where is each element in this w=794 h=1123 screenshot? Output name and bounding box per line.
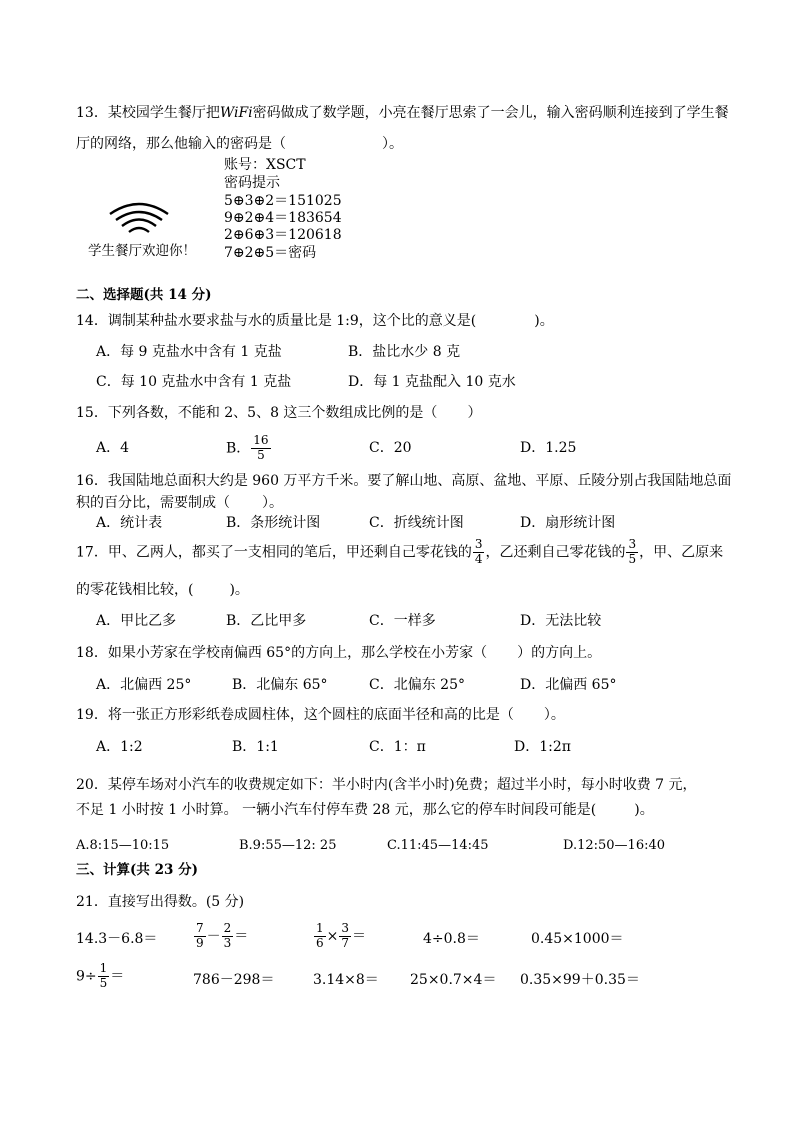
fraction-numerator: 3 [628, 537, 637, 551]
q20-line2-text: 不足 1 小时按 1 小时算。 一辆小汽车付停车费 28 元，那么它的停车时间段可能是( [76, 802, 597, 818]
fraction-denominator: 9 [196, 935, 204, 950]
wifi-term: WiFi [219, 105, 253, 121]
q14-stem [76, 314, 554, 328]
q14-stem-text: 14．调制某种盐水要求盐与水的质量比是 1:9，这个比的意义是( [76, 313, 477, 329]
q19-stem [76, 708, 565, 722]
fraction-numerator: 7 [196, 921, 204, 935]
q18-stem-end: ）的方向上。 [517, 645, 602, 661]
q18-stem [76, 646, 601, 660]
q14-option-c[interactable]: C．每 10 克盐水中含有 1 克盐 [96, 374, 292, 390]
q17-line2-text: 的零花钱相比较，( [76, 582, 194, 598]
q20-line2 [76, 803, 654, 817]
q20-option-d[interactable]: D.12:50—16:40 [563, 838, 666, 853]
fraction [251, 434, 270, 463]
hint-line-1: 5⊕3⊕2＝151025 [224, 193, 342, 209]
fraction-numerator: 3 [341, 921, 350, 935]
calc-r2c3: 3.14×8＝ [313, 972, 379, 988]
equals: ＝ [234, 928, 249, 945]
calc-r1c3 [313, 922, 366, 951]
q17-text-a: 17．甲、乙两人，都买了一支相同的笔后，甲还剩自己零花钱的 [76, 544, 472, 561]
q20-line2-end: )。 [634, 802, 654, 818]
q13-text-a: 13．某校园学生餐厅把 [76, 105, 220, 121]
q14-option-b[interactable]: B．盐比水少 8 克 [348, 344, 461, 360]
calc-r2c5: 0.35×99＋0.35＝ [520, 972, 640, 988]
q17-line2 [76, 583, 249, 597]
fraction-denominator: 5 [99, 975, 108, 990]
q17-option-a[interactable]: A．甲比乙多 [96, 613, 177, 629]
q15-option-a[interactable]: A．4 [96, 440, 130, 456]
q16-option-c[interactable]: C．折线统计图 [369, 515, 464, 531]
account-label: 账号：XSCT [224, 157, 306, 173]
q18-option-d[interactable]: D．北偏西 65° [520, 677, 617, 693]
q13-line2-end: ）。 [382, 136, 403, 152]
q19-stem-text: 19．将一张正方形彩纸卷成圆柱体，这个圆柱的底面半径和高的比是（ [76, 707, 514, 723]
q14-stem-end: )。 [534, 313, 554, 329]
section-title-choice: 二、选择题(共 14 分) [76, 287, 212, 303]
fraction-denominator: 7 [341, 935, 350, 950]
q15-stem [76, 406, 481, 420]
q16-line1: 16．我国陆地总面积大约是 960 万平方千米。要了解山地、高原、盆地、平原、丘陵分别占我国陆地总面 [76, 473, 732, 489]
q17-text-c: ，甲、乙原来 [639, 544, 724, 561]
hint-line-3: 2⊕6⊕3＝120618 [224, 227, 342, 243]
q17-option-d[interactable]: D．无法比较 [520, 613, 602, 629]
q17-text-b: ，乙还剩自己零花钱的 [485, 544, 626, 561]
fraction [626, 538, 638, 567]
operator: － [206, 928, 221, 945]
q18-stem-text: 18．如果小芳家在学校南偏西 65°的方向上，那么学校在小芳家（ [76, 645, 488, 661]
fraction-denominator: 5 [257, 447, 265, 462]
calc-r1c2 [193, 922, 248, 951]
operator: × [326, 928, 339, 945]
calc-r2c1-text: 9÷ [76, 968, 97, 985]
section-title-calc: 三、计算(共 23 分) [76, 862, 198, 878]
fraction [314, 922, 326, 951]
q15-option-d[interactable]: D．1.25 [520, 440, 577, 456]
fraction-denominator: 6 [316, 935, 324, 950]
calc-r2c4: 25×0.7×4＝ [410, 972, 497, 988]
q15-option-b-label: B． [226, 440, 251, 457]
q14-option-a[interactable]: A．每 9 克盐水中含有 1 克盐 [96, 344, 282, 360]
hint-line-2: 9⊕2⊕4＝183654 [224, 210, 342, 226]
q15-option-c[interactable]: C．20 [369, 440, 412, 456]
q19-stem-end: ）。 [543, 707, 565, 723]
q16-line2-text: 积的百分比，需要制成（ [76, 495, 230, 511]
q17-line1 [76, 538, 723, 567]
fraction-numerator: 1 [99, 961, 108, 975]
q19-option-a[interactable]: A．1:2 [96, 739, 143, 755]
q17-option-c[interactable]: C．一样多 [369, 613, 436, 629]
q15-stem-text: 15．下列各数，不能和 2、5、8 这三个数组成比例的是（ [76, 405, 438, 421]
fraction-numerator: 2 [223, 921, 232, 935]
q19-option-c[interactable]: C．1：π [369, 739, 426, 755]
fraction [339, 922, 351, 951]
q16-line2 [76, 496, 283, 510]
hint-line-4: 7⊕2⊕5＝密码 [224, 245, 317, 261]
q16-line2-end: ）。 [262, 495, 283, 511]
q20-line1: 20．某停车场对小汽车的收费规定如下：半小时内(含半小时)免费；超过半小时，每小时收费 7 元， [76, 777, 697, 793]
fraction [473, 538, 485, 567]
fraction [98, 962, 110, 991]
calc-r1c5: 0.45×1000＝ [531, 931, 624, 947]
calc-r2c1 [76, 962, 124, 991]
fraction-numerator: 16 [253, 433, 269, 447]
q20-option-a[interactable]: A.8:15—10:15 [76, 838, 170, 853]
q13-line1 [76, 106, 729, 120]
calc-r1c4: 4÷0.8＝ [423, 931, 480, 947]
q17-line2-end: )。 [229, 582, 249, 598]
equals: ＝ [110, 968, 125, 985]
q20-option-c[interactable]: C.11:45—14:45 [387, 838, 489, 853]
q15-stem-end: ） [467, 405, 482, 421]
hint-title: 密码提示 [224, 175, 280, 191]
q15-option-b[interactable] [226, 434, 272, 463]
q17-option-b[interactable]: B．乙比甲多 [226, 613, 307, 629]
calc-r2c2: 786－298＝ [193, 972, 275, 988]
fraction-numerator: 1 [316, 921, 324, 935]
q20-option-b[interactable]: B.9:55—12: 25 [239, 838, 337, 853]
q16-option-d[interactable]: D．扇形统计图 [520, 515, 616, 531]
fraction-numerator: 3 [474, 537, 483, 551]
q16-option-a[interactable]: A．统计表 [96, 515, 163, 531]
q19-option-b[interactable]: B．1:1 [232, 739, 279, 755]
q19-option-d[interactable]: D．1:2π [514, 739, 571, 755]
equals: ＝ [352, 928, 367, 945]
q13-line2 [76, 137, 403, 151]
fraction [194, 922, 206, 951]
wifi-icon [108, 200, 170, 234]
q16-option-b[interactable]: B．条形统计图 [226, 515, 321, 531]
fraction [222, 922, 234, 951]
fraction-denominator: 4 [474, 551, 483, 566]
q14-option-d[interactable]: D．每 1 克盐配入 10 克水 [348, 374, 516, 390]
q21-stem: 21．直接写出得数。(5 分) [76, 894, 245, 910]
q13-text-b: 密码做成了数学题，小亮在餐厅思索了一会儿，输入密码顺利连接到了学生餐 [252, 105, 729, 121]
fraction-denominator: 3 [223, 935, 232, 950]
fraction-denominator: 5 [628, 551, 637, 566]
q18-option-b[interactable]: B．北偏东 65° [232, 677, 328, 693]
welcome-text: 学生餐厅欢迎你！ [88, 243, 196, 259]
q18-option-a[interactable]: A．北偏西 25° [96, 677, 192, 693]
calc-r1c1: 14.3－6.8＝ [76, 931, 158, 947]
q13-line2-text: 厅的网络，那么他输入的密码是（ [76, 136, 286, 152]
q18-option-c[interactable]: C．北偏东 25° [369, 677, 465, 693]
